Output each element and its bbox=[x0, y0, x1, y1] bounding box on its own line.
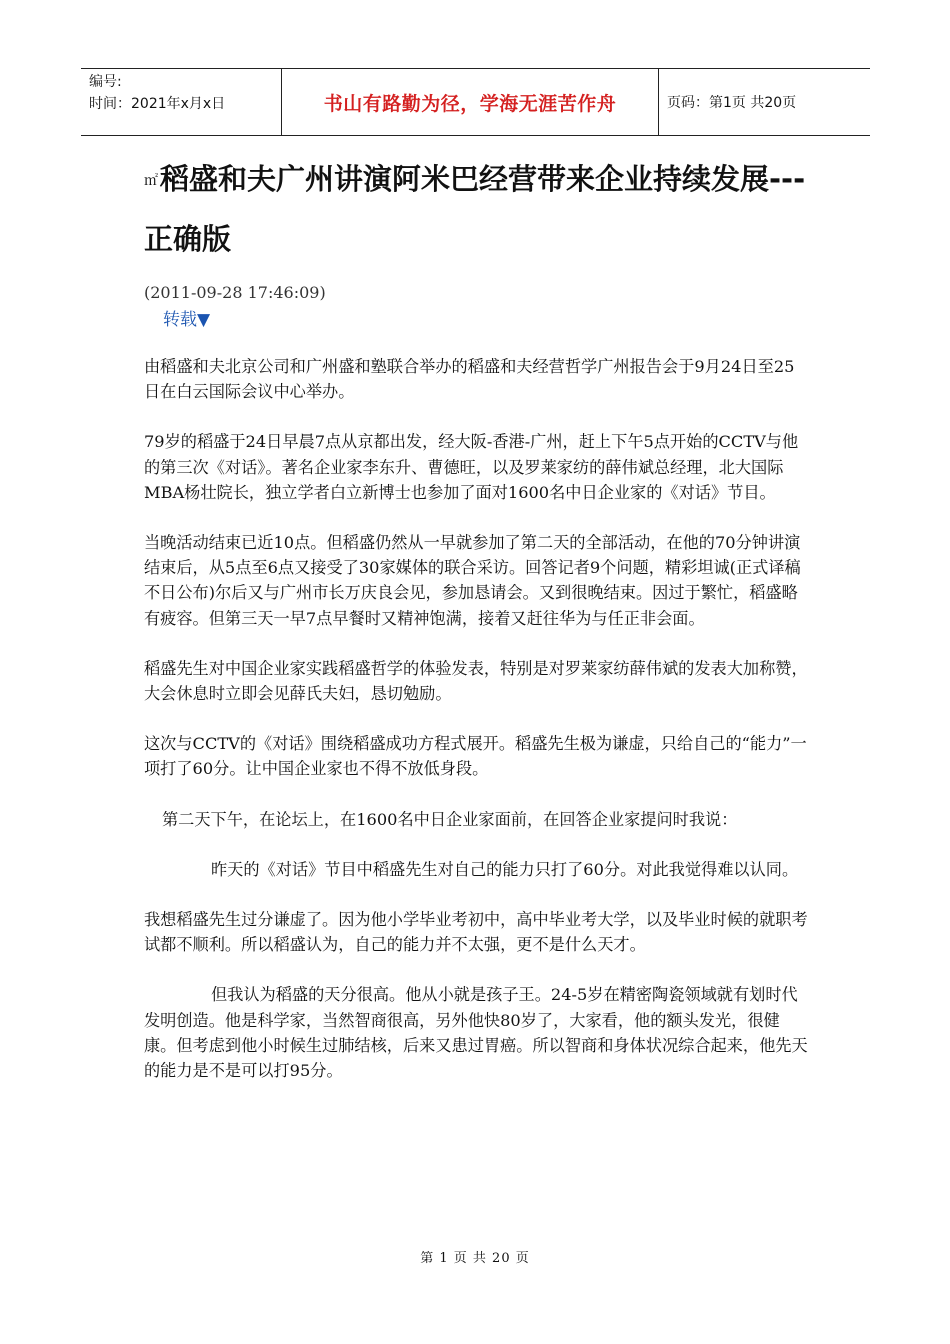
paragraph: 这次与CCTV的《对话》围绕稻盛成功方程式展开。稻盛先生极为谦虚，只给自己的“能力”一项打了60分。让中国企业家也不得不放低身段。 bbox=[144, 734, 807, 779]
header-page-info: 页码：第1页 共20页 bbox=[667, 95, 797, 111]
article-body bbox=[144, 354, 809, 1108]
paragraph: 昨天的《对话》节目中稻盛先生对自己的能力只打了60分。对此我觉得难以认同。 bbox=[211, 859, 799, 879]
paragraph: 由稻盛和夫北京公司和广州盛和塾联合举办的稻盛和夫经营哲学广州报告会于9月24日至25日在白云国际会议中心举办。 bbox=[144, 357, 795, 402]
paragraph: 79岁的稻盛于24日早晨7点从京都出发，经大阪-香港-广州，赶上下午5点开始的CCTV与他的第三次《对话》。著名企业家李东升、曹德旺，以及罗莱家纺的薛伟斌总经理，北大国际MBA杨壮院长，独立学者白立新博士也参加了面对1600名中日企业家的《对话》节目。 bbox=[144, 432, 799, 502]
article-title-block bbox=[144, 150, 824, 268]
page-footer: 第 1 页 共 20 页 bbox=[420, 1251, 530, 1266]
time-label: 时间：2021年x月x日 bbox=[89, 96, 226, 112]
article-title: 稻盛和夫广州讲演阿米巴经营带来企业持续发展---正确版 bbox=[144, 162, 806, 256]
serial-label: 编号: bbox=[89, 74, 122, 90]
header-motto: 书山有路勤为径，学海无涯苦作舟 bbox=[281, 69, 659, 135]
page-header bbox=[81, 68, 870, 136]
paragraph: 但我认为稻盛的天分很高。他从小就是孩子王。24-5岁在精密陶瓷领域就有划时代发明创造。他是科学家，当然智商很高，另外他快80岁了，大家看，他的额头发光，很健康。但考虑到他小时候生过肺结核，后来又患过胃癌。所以智商和身体状况综合起来，他先天的能力是不是可以打95分。 bbox=[144, 985, 808, 1081]
title-glyph-icon: ㎡ bbox=[144, 173, 158, 189]
repost-link[interactable]: 转载▼ bbox=[163, 310, 211, 330]
paragraph: 稻盛先生对中国企业家实践稻盛哲学的体验发表，特别是对罗莱家纺薛伟斌的发表大加称赞，大会休息时立即会见薛氏夫妇，恳切勉励。 bbox=[144, 658, 808, 704]
paragraph: 第二天下午，在论坛上，在1600名中日企业家面前，在回答企业家提问时我说： bbox=[162, 809, 738, 829]
paragraph: 我想稻盛先生过分谦虚了。因为他小学毕业考初中，高中毕业考大学，以及毕业时候的就职考试都不顺利。所以稻盛认为，自己的能力并不太强，更不是什么天才。 bbox=[144, 910, 808, 955]
paragraph: 当晚活动结束已近10点。但稻盛仍然从一早就参加了第二天的全部活动，在他的70分钟讲演结束后，从5点至6点又接受了30家媒体的联合采访。回答记者9个问题，精彩坦诚(正式译稿不日公布)尔后又与广州市长万庆良会见，参加恳请会。又到很晚结束。因过于繁忙，稻盛略有疲容。但第三天一早7点早餐时又精神饱满，接着又赶往华为与任正非会面。 bbox=[144, 533, 801, 628]
article-datetime: (2011-09-28 17:46:09) bbox=[144, 283, 326, 302]
header-meta bbox=[81, 69, 281, 135]
